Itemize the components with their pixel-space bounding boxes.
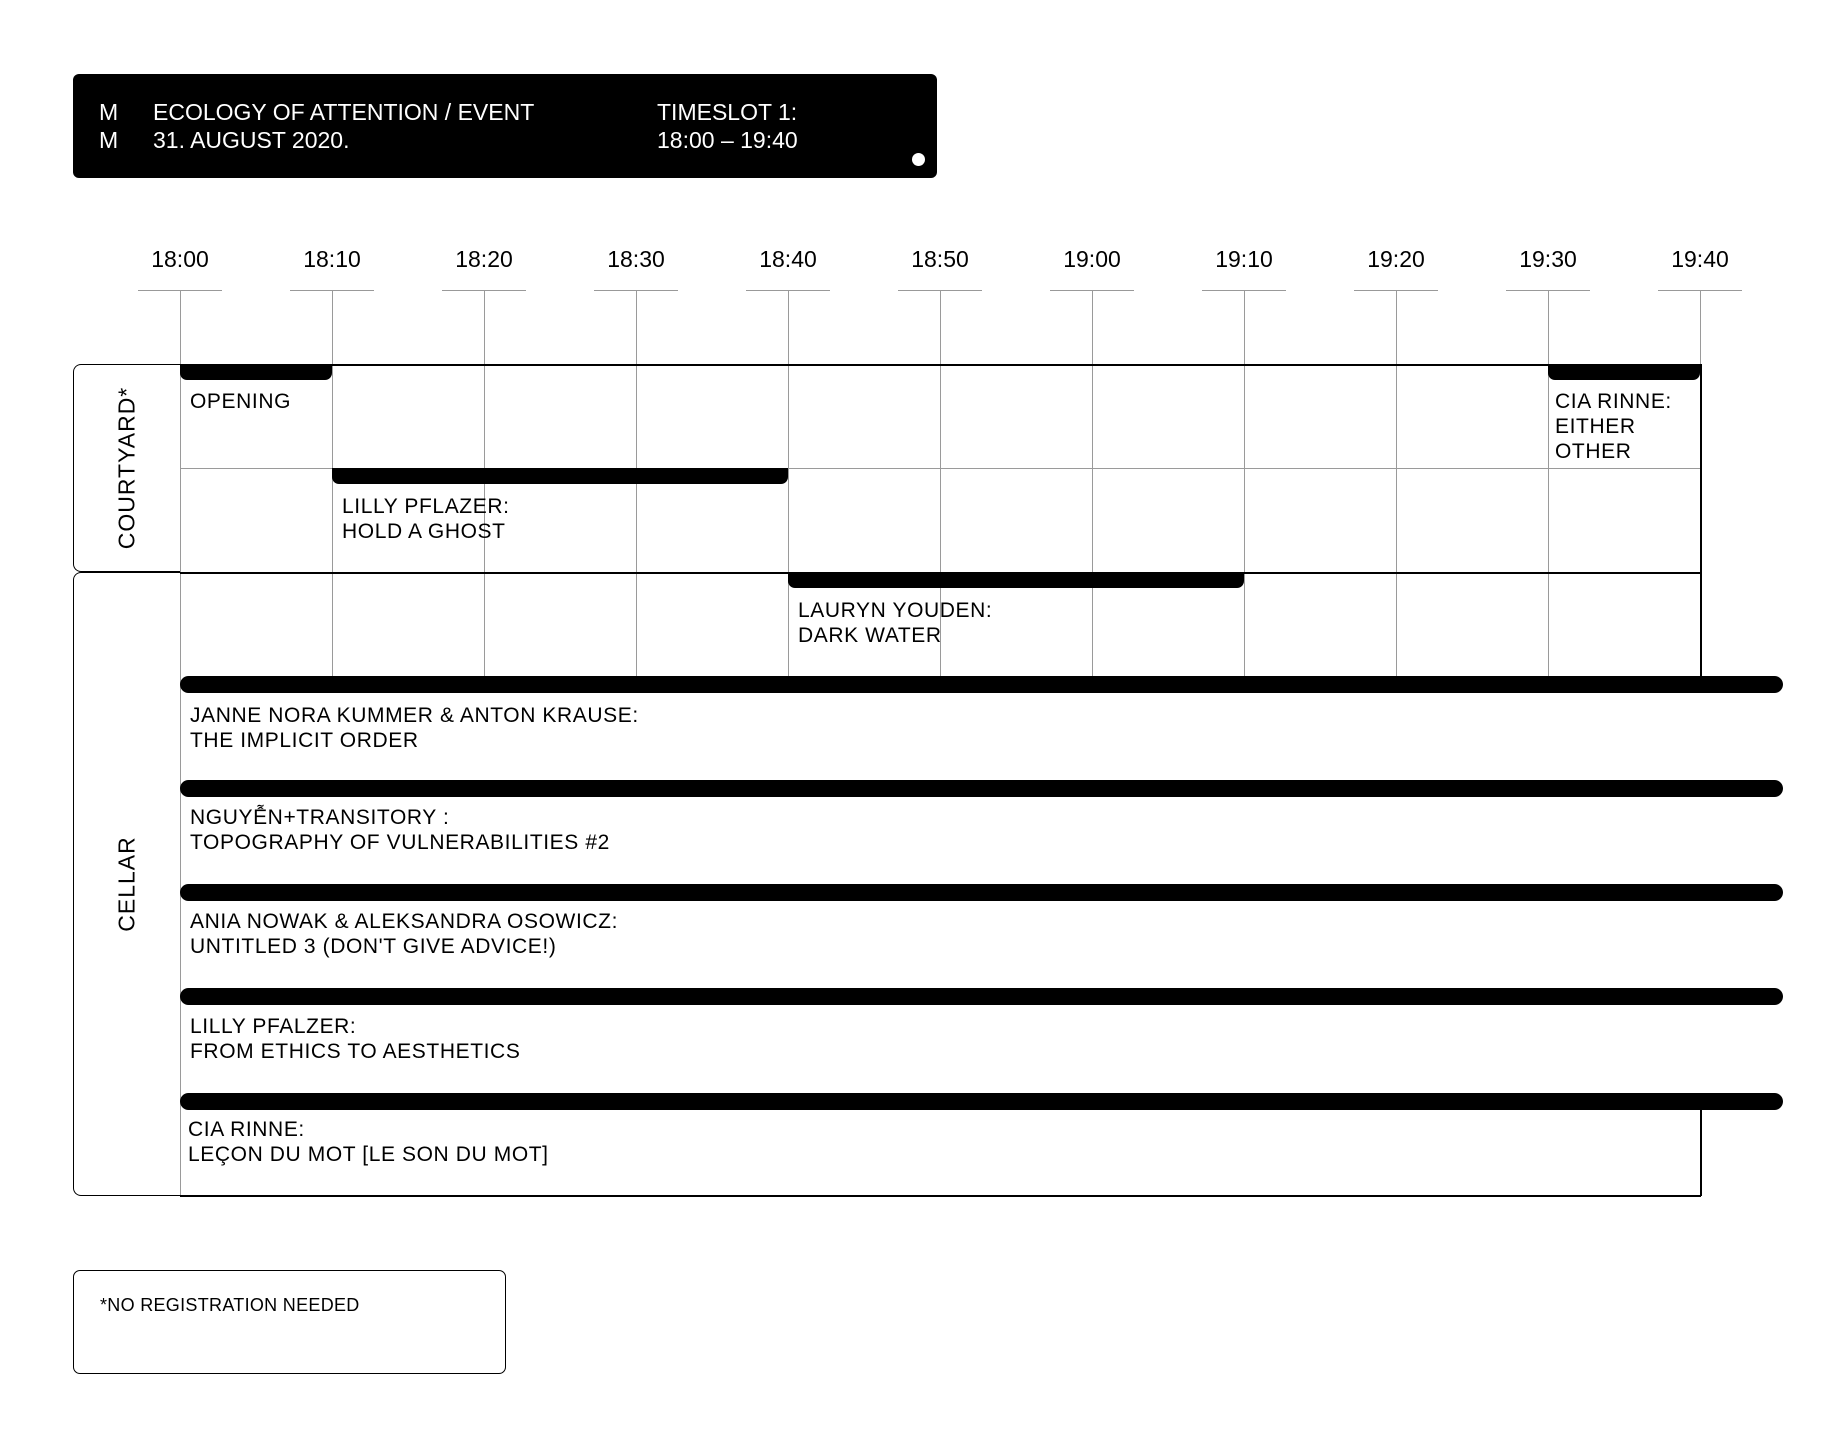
- event-title: FROM ETHICS TO AESTHETICS: [190, 1040, 521, 1063]
- event-bar-lilly-ethics: [180, 988, 1783, 1005]
- zone-label-courtyard: COURTYARD*: [113, 386, 140, 550]
- event-artist: ANIA NOWAK & ALEKSANDRA OSOWICZ:: [190, 910, 619, 933]
- event-title: ECOLOGY OF ATTENTION / EVENT: [153, 99, 535, 125]
- event-title: UNTITLED 3 (DON'T GIVE ADVICE!): [190, 935, 557, 958]
- event-lauryn: [798, 598, 992, 648]
- event-title: OTHER: [1555, 440, 1632, 463]
- tick-label: 18:40: [759, 246, 817, 272]
- event-artist: LAURYN YOUDEN:: [798, 599, 993, 622]
- event-header: [73, 74, 937, 178]
- event-bar-opening: [180, 364, 332, 380]
- event-cia-either: [1555, 389, 1672, 464]
- event-bar-cia-either: [1548, 364, 1700, 380]
- grid-line: [332, 290, 333, 676]
- tick-label: 19:00: [1063, 246, 1121, 272]
- event-title: DARK WATER: [798, 624, 942, 647]
- event-title: TOPOGRAPHY OF VULNERABILITIES #2: [190, 831, 610, 854]
- event-date: 31. AUGUST 2020.: [153, 127, 350, 153]
- footnote-box: [73, 1270, 506, 1374]
- grid-line: [1396, 290, 1397, 676]
- event-artist: NGUYỄN+TRANSITORY :: [190, 806, 450, 829]
- cellar-bottom-border: [180, 1195, 1701, 1197]
- event-opening: [190, 389, 291, 414]
- courtyard-top-border: [180, 364, 1700, 366]
- event-bar-cia-lecon: [180, 1093, 1783, 1110]
- grid-line: [1700, 290, 1701, 364]
- grid-right-border: [1700, 364, 1702, 676]
- event-lilly-ghost: [342, 494, 510, 544]
- dot-icon: [912, 153, 925, 166]
- grid-right-border-bottom: [1700, 1110, 1702, 1196]
- tick-label: 18:50: [911, 246, 969, 272]
- tick-label: 18:30: [607, 246, 665, 272]
- zone-courtyard: [73, 364, 180, 572]
- event-title: HOLD A GHOST: [342, 520, 506, 543]
- event-artist: LILLY PFLAZER:: [342, 495, 510, 518]
- event-artist: CIA RINNE:: [1555, 390, 1672, 413]
- tick-label: 18:20: [455, 246, 513, 272]
- event-bar-lauryn: [788, 572, 1244, 588]
- grid-line: [1092, 290, 1093, 676]
- event-artist: JANNE NORA KUMMER & ANTON KRAUSE:: [190, 704, 639, 727]
- tick-label: 18:00: [151, 246, 209, 272]
- footnote-text: *NO REGISTRATION NEEDED: [100, 1295, 360, 1315]
- timeslot-label: TIMESLOT 1:: [657, 99, 798, 125]
- event-title: THE IMPLICIT ORDER: [190, 729, 419, 752]
- zone-label-cellar: CELLAR: [113, 836, 140, 932]
- tick-label: 19:10: [1215, 246, 1273, 272]
- tick-label: 19:40: [1671, 246, 1729, 272]
- zone-cellar: [73, 572, 180, 1196]
- event-janne: [190, 703, 639, 753]
- event-artist: LILLY PFALZER:: [190, 1015, 357, 1038]
- event-bar-janne: [180, 676, 1783, 693]
- event-artist: CIA RINNE:: [188, 1118, 305, 1141]
- timeslot-range: 18:00 – 19:40: [657, 127, 798, 153]
- logo-mark-bottom: M: [99, 127, 119, 153]
- event-bar-nguyen: [180, 780, 1783, 797]
- event-title: EITHER: [1555, 415, 1636, 438]
- event-cia-lecon: [188, 1117, 549, 1167]
- event-ania: [190, 909, 618, 959]
- event-bar-ania: [180, 884, 1783, 901]
- tick-label: 19:30: [1519, 246, 1577, 272]
- event-nguyen: [190, 805, 610, 855]
- event-title: LEÇON DU MOT [LE SON DU MOT]: [188, 1143, 549, 1166]
- event-lilly-ethics: [190, 1014, 520, 1064]
- tick-label: 18:10: [303, 246, 361, 272]
- grid-line: [1548, 290, 1549, 676]
- tick-label: 19:20: [1367, 246, 1425, 272]
- event-title: OPENING: [190, 390, 292, 413]
- event-bar-lilly-ghost: [332, 468, 788, 484]
- logo-mark-top: M: [99, 99, 119, 125]
- grid-line: [788, 290, 789, 676]
- grid-line: [180, 290, 181, 1196]
- grid-line: [1244, 290, 1245, 676]
